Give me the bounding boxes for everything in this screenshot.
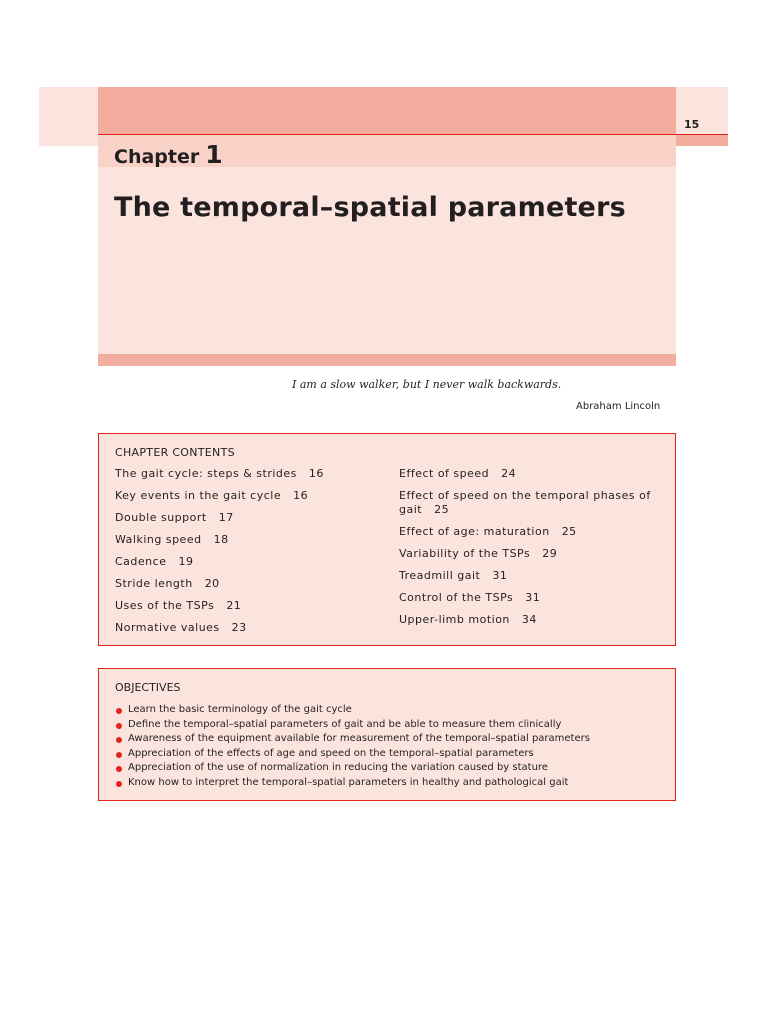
page-number: 15	[684, 118, 700, 131]
toc-page: 25	[434, 503, 450, 516]
toc-page: 25	[561, 525, 577, 538]
toc-page: 24	[501, 467, 517, 480]
toc-label: Effect of age: maturation	[399, 525, 550, 538]
toc-label: Control of the TSPs	[399, 591, 514, 604]
toc-entry[interactable]	[115, 599, 385, 613]
epigraph-author: Abraham Lincoln	[576, 401, 661, 412]
toc-label: Key events in the gait cycle	[115, 489, 282, 502]
toc-label: Uses of the TSPs	[115, 599, 215, 612]
toc-page: 18	[213, 533, 229, 546]
toc-page: 29	[542, 547, 558, 560]
toc-page: 16	[293, 489, 309, 502]
toc-label: Effect of speed on the temporal phases of gait	[399, 489, 651, 516]
toc-page: 16	[308, 467, 324, 480]
toc-label: Cadence	[115, 555, 167, 568]
toc-entry[interactable]	[399, 569, 659, 583]
objective-item: Know how to interpret the temporal–spatial parameters in healthy and pathological gait	[115, 776, 665, 791]
toc-page: 31	[525, 591, 541, 604]
toc-entry[interactable]	[399, 489, 659, 517]
toc-entry[interactable]	[115, 533, 385, 547]
objective-item: Define the temporal–spatial parameters of gait and be able to measure them clinically	[115, 718, 665, 733]
toc-entry[interactable]	[115, 489, 385, 503]
toc-label: Stride length	[115, 577, 193, 590]
objective-item: Awareness of the equipment available for measurement of the temporal–spatial parameters	[115, 732, 665, 747]
toc-page: 31	[492, 569, 508, 582]
toc-entry[interactable]	[399, 467, 659, 481]
objectives-heading: OBJECTIVES	[115, 681, 181, 694]
title-panel-bottom-bar	[98, 354, 676, 366]
contents-right-column	[399, 467, 659, 635]
objective-item: Appreciation of the effects of age and speed on the temporal–spatial parameters	[115, 747, 665, 762]
objectives-box	[98, 668, 676, 801]
toc-label: Variability of the TSPs	[399, 547, 531, 560]
toc-entry[interactable]	[115, 555, 385, 569]
toc-label: Treadmill gait	[399, 569, 481, 582]
toc-page: 19	[178, 555, 194, 568]
header-band-left	[39, 87, 98, 146]
toc-page: 17	[218, 511, 234, 524]
header-band-right-lower	[676, 135, 728, 146]
chapter-number: 1	[205, 140, 223, 169]
toc-entry[interactable]	[399, 547, 659, 561]
toc-entry[interactable]	[115, 621, 385, 635]
toc-label: Effect of speed	[399, 467, 490, 480]
toc-label: Normative values	[115, 621, 220, 634]
toc-label: Upper-limb motion	[399, 613, 510, 626]
toc-entry[interactable]	[115, 511, 385, 525]
header-rule	[98, 134, 728, 135]
chapter-title: The temporal–spatial parameters	[114, 192, 626, 223]
contents-heading: CHAPTER CONTENTS	[115, 446, 235, 459]
toc-label: The gait cycle: steps & strides	[115, 467, 297, 480]
objectives-list	[115, 703, 665, 791]
toc-entry[interactable]	[399, 613, 659, 627]
chapter-contents-box	[98, 433, 676, 646]
chapter-word: Chapter	[114, 146, 200, 168]
toc-entry[interactable]	[115, 467, 385, 481]
toc-page: 34	[521, 613, 537, 626]
toc-page: 20	[204, 577, 220, 590]
toc-entry[interactable]	[399, 525, 659, 539]
objective-item: Appreciation of the use of normalization in reducing the variation caused by stature	[115, 761, 665, 776]
contents-left-column	[115, 467, 385, 643]
toc-page: 23	[231, 621, 247, 634]
toc-label: Double support	[115, 511, 207, 524]
epigraph-quote: I am a slow walker, but I never walk backwards.	[292, 378, 562, 391]
header-bar	[98, 87, 676, 135]
objective-item: Learn the basic terminology of the gait cycle	[115, 703, 665, 718]
toc-entry[interactable]	[399, 591, 659, 605]
toc-label: Walking speed	[115, 533, 202, 546]
chapter-label	[114, 140, 223, 169]
toc-entry[interactable]	[115, 577, 385, 591]
toc-page: 21	[226, 599, 242, 612]
